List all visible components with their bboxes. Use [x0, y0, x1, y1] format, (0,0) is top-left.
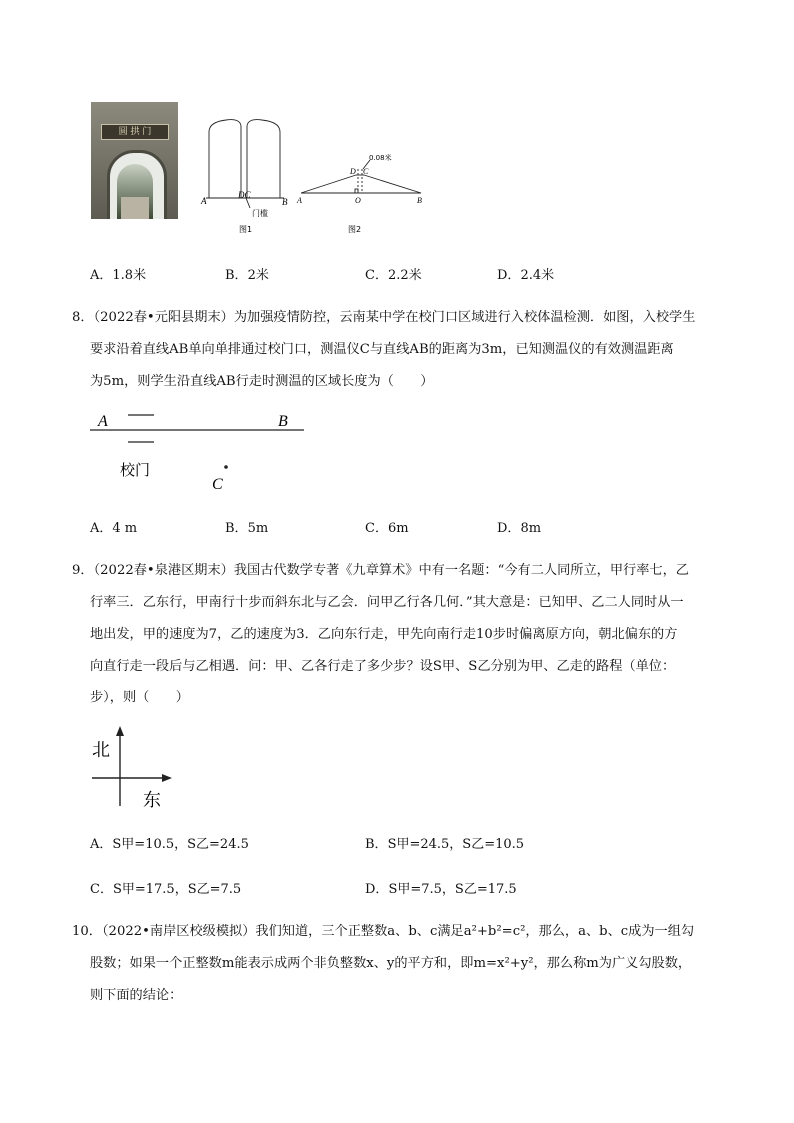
door-right [247, 120, 280, 198]
question-number: 9． [72, 563, 94, 578]
question-text: 我国古代数学专著《九章算术》中有一名题：“今有二人同所立，甲行率七，乙 [233, 563, 689, 578]
question-text: 为加强疫情防控，云南某中学在校门口区域进行入校体温检测．如图，入校学生 [233, 310, 696, 325]
right-angle-mark [355, 189, 358, 193]
q8-line-1 [72, 309, 695, 327]
side-ad [301, 175, 356, 193]
q9-line-4: 向直行走一段后与乙相遇．问：甲、乙各行走了多少步？设S甲、S乙分别为甲、乙走的路程（单位： [90, 659, 676, 674]
north-arrow-icon [116, 726, 124, 736]
q9-line-3: 地出发，甲的速度为7，乙的速度为3．乙向东行走，甲先向南行走10步时偏离原方向，朝北偏东的方 [90, 627, 678, 642]
option-key: B． [225, 521, 248, 536]
option-key: A． [90, 837, 113, 852]
q7-figure-1 [196, 112, 292, 238]
q9-line-1 [72, 562, 689, 580]
q9-line-5: 步），则（ ） [90, 690, 189, 705]
option-text: 2米 [247, 268, 269, 283]
fig1-label-a: A [201, 196, 207, 206]
fig1-caption: 图1 [239, 225, 253, 234]
label-north: 北 [92, 740, 110, 761]
option-key: C． [365, 521, 388, 536]
q10-line-1 [72, 923, 694, 941]
q9-option-a [90, 833, 249, 852]
question-text: 我们知道，三个正整数a、b、c满足a²+b²=c²，那么，a、b、c成为一组勾 [255, 924, 695, 939]
question-source: （2022春•泉港区期末） [93, 563, 234, 578]
fig2-label-b: B [417, 196, 422, 205]
q10-line-2: 股数；如果一个正整数m能表示成两个非负整数x、y的平方和，即m=x²+y²，那么称m为广义勾股数， [90, 956, 692, 971]
door-left [209, 120, 241, 198]
label-gate: 校门 [120, 461, 151, 479]
q7-option-c [365, 264, 422, 283]
fig2-label-a: A [297, 196, 302, 205]
q7-option-a [90, 264, 146, 283]
gate-photo-sign: 圆 拱 门 [101, 124, 169, 140]
q9-option-d [365, 878, 517, 897]
gate-photo [91, 102, 178, 219]
q9-option-b [365, 833, 524, 852]
option-key: D． [497, 268, 521, 283]
option-text: 6m [387, 521, 409, 536]
q8-option-b [225, 517, 268, 536]
label-a: A [98, 413, 108, 430]
option-key: A． [90, 521, 113, 536]
point-c [224, 465, 228, 469]
label-b: B [278, 413, 288, 430]
option-text: 4 m [112, 521, 138, 536]
label-c: C [212, 476, 223, 493]
q8-option-a [90, 517, 137, 536]
q8-option-c [365, 517, 409, 536]
option-text: 8m [520, 521, 542, 536]
q9-line-2: 行率三．乙东行，甲南行十步而斜东北与乙会．问甲乙行各几何．”其大意是：已知甲、乙二人同时从一 [90, 595, 684, 610]
side-cb [364, 175, 421, 193]
q10-line-3: 则下面的结论： [90, 988, 183, 1003]
label-east: 东 [143, 790, 161, 811]
fig2-caption: 图2 [348, 225, 362, 234]
q8-option-d [497, 517, 541, 536]
q7-figure-2 [292, 148, 432, 238]
option-key: A． [90, 268, 113, 283]
fig1-label-dc: DC [238, 190, 251, 200]
option-key: D． [497, 521, 521, 536]
option-text: S甲=10.5，S乙=24.5 [112, 837, 249, 852]
question-source: （2022•南岸区校级模拟） [101, 924, 256, 939]
fig2-label-o: O [355, 196, 361, 205]
gate-photo-path [121, 197, 149, 219]
question-source: （2022春•元阳县期末） [93, 310, 234, 325]
q7-option-b [225, 264, 269, 283]
east-arrow-icon [162, 774, 172, 782]
q9-option-c [90, 878, 241, 897]
option-key: B． [365, 837, 388, 852]
option-text: S甲=24.5，S乙=10.5 [387, 837, 525, 852]
q8-line-3: 为5m，则学生沿直线AB行走时测温的区域长度为（ ） [90, 374, 434, 389]
option-text: S甲=7.5，S乙=17.5 [388, 882, 517, 897]
option-key: D． [365, 882, 389, 897]
option-text: 2.4米 [520, 268, 555, 283]
option-text: 5m [247, 521, 269, 536]
option-text: S甲=17.5，S乙=7.5 [112, 882, 242, 897]
q7-option-d [497, 264, 554, 283]
q9-figure [88, 724, 178, 812]
q8-figure [88, 405, 318, 497]
option-key: C． [365, 268, 388, 283]
fig2-label-c: C [363, 167, 369, 176]
fig1-label-threshold: 门槛 [252, 209, 268, 218]
q8-line-2: 要求沿着直线AB单向单排通过校门口，测温仪C与直线AB的距离为3m，已知测温仪的有效测温距离 [90, 342, 674, 357]
option-text: 1.8米 [112, 268, 147, 283]
option-key: C． [90, 882, 113, 897]
fig1-label-b: B [282, 197, 288, 207]
fig2-label-gap: 0.08米 [369, 154, 392, 162]
fig2-label-d: D [350, 167, 356, 176]
option-text: 2.2米 [387, 268, 422, 283]
question-number: 8． [72, 310, 94, 325]
question-number: 10． [72, 924, 102, 939]
option-key: B． [225, 268, 248, 283]
